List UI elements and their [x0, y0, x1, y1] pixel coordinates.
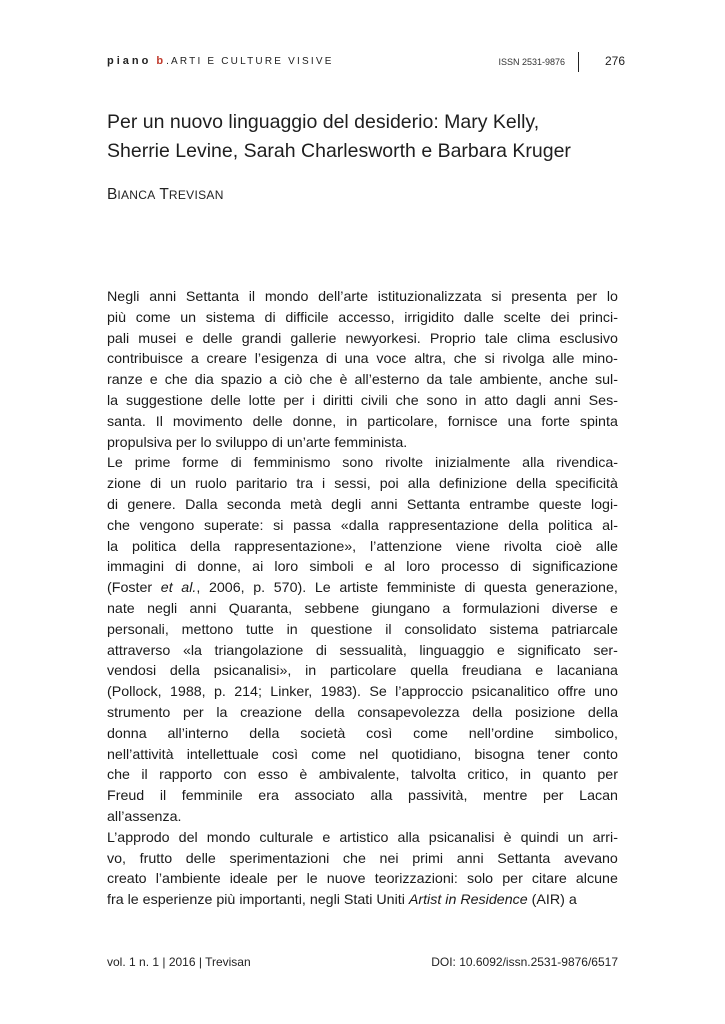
journal-brand [107, 55, 334, 67]
body-line: zione di un ruolo paritario tra i sessi, poi alla definizione della specificità [107, 476, 618, 493]
issn-label: ISSN 2531-9876 [498, 57, 565, 67]
body-line: nate negli anni Quaranta, sebbene giungano a formulazioni diverse e [107, 600, 618, 617]
body-line: nell’attività intellettuale così come nel quotidiano, bisogna tener conto [107, 746, 618, 763]
body-line: contribuisce a creare l’esigenza di una voce altra, che si rivolga alle mino- [107, 351, 618, 368]
body-line: vendosi della psicanalisi», in particolare quella freudiana e lacaniana [107, 663, 618, 680]
body-line: strumento per la creazione della consapevolezza della posizione della [107, 704, 618, 721]
author-first-initial: B [107, 186, 118, 203]
body-line: Negli anni Settanta il mondo dell’arte istituzionalizzata si presenta per lo [107, 289, 618, 305]
body-line: ranze e che dia spazio a ciò che è all’esterno da tale ambiente, anche sul- [107, 372, 618, 389]
body-line: la suggestione delle lotte per i diritti civili che sono in atto dagli anni Ses- [107, 392, 618, 409]
author-first-rest: IANCA [117, 188, 156, 202]
body-line: che vengono superate: si passa «dalla rappresentazione della politica al- [107, 517, 618, 534]
author-last-rest: REVISAN [168, 188, 224, 202]
title-line-1: Per un nuovo linguaggio del desiderio: Mary Kelly, [107, 111, 540, 133]
body-line: che il rapporto con esso è ambivalente, talvolta critico, in quanto per [107, 767, 618, 784]
footer-doi: DOI: 10.6092/issn.2531-9876/6517 [431, 955, 618, 969]
body-line: (Foster et al., 2006, p. 570). Le artiste femministe di questa generazione, [107, 580, 618, 597]
body-line: più come un sistema di difficile accesso, irrigidito dalle scelte dei princi- [107, 309, 618, 326]
body-line: immagini di donne, ai loro simboli e al loro processo di significazione [107, 559, 618, 576]
header-divider [578, 52, 580, 72]
article-author [107, 186, 224, 204]
body-line: creato l’ambiente ideale per le nuove teorizzazioni: solo per citare alcune [107, 871, 618, 888]
journal-name-bold: piano [107, 55, 152, 67]
article-title [107, 108, 627, 166]
body-line: la politica della rappresentazione», l’attenzione viene rivolta cioè alle [107, 538, 618, 555]
body-line: all’assenza. [107, 808, 182, 825]
journal-name-accent: b [156, 55, 167, 67]
body-line: Freud il femminile era associato alla passività, mentre per Lacan [107, 788, 618, 805]
title-line-2: Sherrie Levine, Sarah Charlesworth e Barbara Kruger [107, 140, 571, 162]
body-line: santa. Il movimento delle donne, in particolare, fornisce una forte spinta [107, 413, 618, 430]
author-last-initial: T [159, 186, 169, 203]
body-line: di genere. Dalla seconda metà degli anni Settanta entrambe queste logi- [107, 496, 618, 513]
body-line: L’approdo del mondo culturale e artistico alla psicanalisi è quindi un arri- [107, 829, 618, 846]
journal-subtitle: .ARTI E CULTURE VISIVE [166, 56, 334, 67]
page-number: 276 [604, 54, 625, 68]
body-line: donna all’interno della società così come nell’ordine simbolico, [107, 725, 618, 742]
article-body [107, 287, 618, 911]
body-line: fra le esperienze più importanti, negli Stati Uniti Artist in Residence (AIR) a [107, 892, 577, 909]
body-line: pali musei e delle grandi gallerie newyorkesi. Proprio tale clima esclusivo [107, 330, 618, 347]
body-line: Le prime forme di femminismo sono rivolte inizialmente alla rivendica- [107, 455, 618, 472]
body-line: attraverso «la triangolazione di sessualità, linguaggio e significato ser- [107, 642, 618, 659]
body-line: (Pollock, 1988, p. 214; Linker, 1983). Se l’approccio psicanalitico offre uno [107, 684, 618, 701]
footer-citation: vol. 1 n. 1 | 2016 | Trevisan [107, 955, 251, 969]
body-line: vo, frutto delle sperimentazioni che nei primi anni Settanta avevano [107, 850, 618, 867]
running-header [107, 52, 627, 76]
body-line: personali, mettono tutte in questione il consolidato sistema patriarcale [107, 621, 618, 638]
body-line: propulsiva per lo sviluppo di un’arte femminista. [107, 434, 408, 451]
